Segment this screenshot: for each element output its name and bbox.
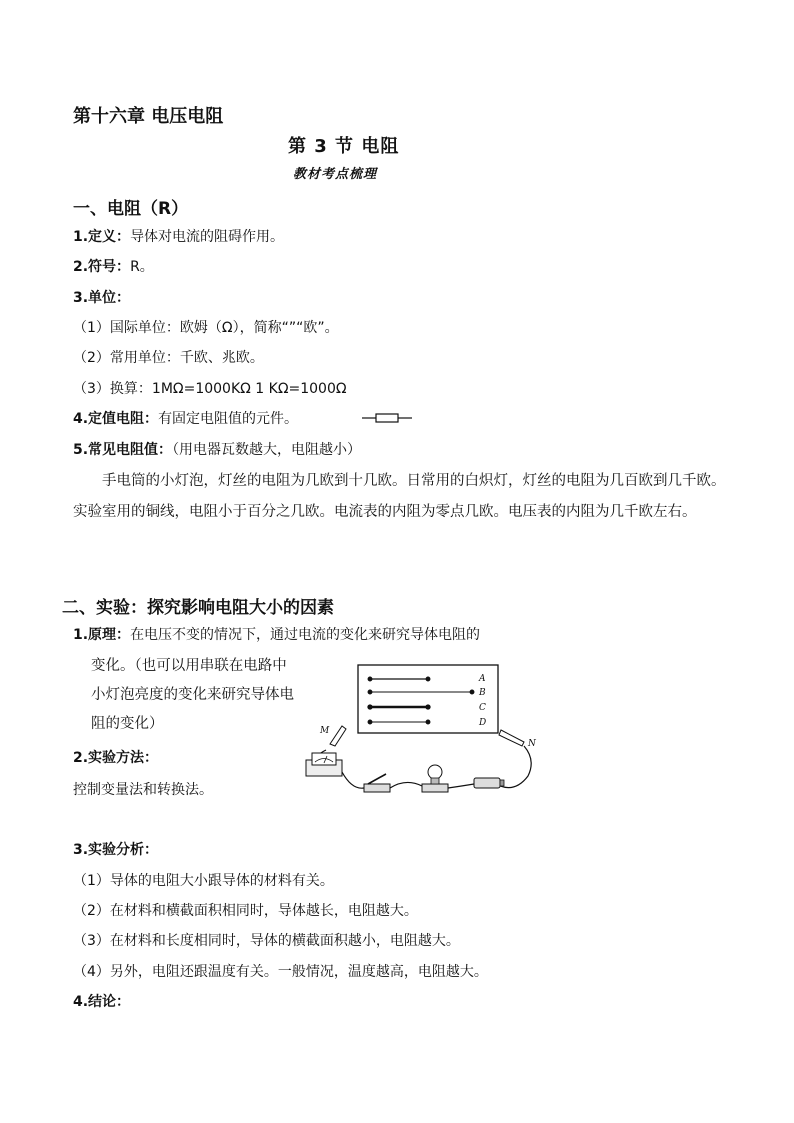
method-line	[73, 748, 158, 768]
principle-label: 1.原理：	[73, 627, 131, 643]
conclusion-label: 4.结论：	[73, 994, 131, 1010]
method-label: 2.实验方法：	[73, 750, 159, 766]
symbol-label: 2.符号：	[73, 259, 131, 275]
principle-continued: 变化。（也可以用串联在电路中小灯泡亮度的变化来研究导体电阻的变化）	[91, 658, 294, 732]
analysis-item: （2）在材料和横截面积相同时，导体越长，电阻越大。	[73, 903, 418, 919]
principle-text: 在电压不变的情况下，通过电流的变化来研究导体电阻的	[130, 627, 481, 643]
fixed-resistor-line	[73, 409, 298, 429]
analysis-item: （3）在材料和长度相同时，导体的横截面积越小，电阻越大。	[73, 933, 460, 949]
analysis-item: （1）导体的电阻大小跟导体的材料有关。	[73, 873, 334, 889]
common-note: （用电器瓦数越大，电阻越小）	[172, 442, 362, 458]
part2-heading: 二、实验：探究影响电阻大小的因素	[62, 598, 334, 618]
switch-icon	[364, 774, 390, 792]
common-values-line	[73, 440, 361, 460]
conclusion-line	[73, 992, 130, 1012]
clip-n-icon	[499, 730, 524, 746]
fixed-label: 4.定值电阻：	[73, 411, 159, 427]
unit-item: （2）常用单位：千欧、兆欧。	[73, 350, 264, 366]
common-values-paragraph: 手电筒的小灯泡，灯丝的电阻为几欧到十几欧。日常用的白炽灯，灯丝的电阻为几百欧到几千欧。实验室用的铜线，电阻小于百分之几欧。电流表的内阻为零点几欧。电压表的内阻为几千欧左右。	[73, 473, 726, 520]
symbol-line	[73, 257, 154, 277]
symbol-text: R。	[130, 259, 154, 275]
section-subtitle: 教材考点梳理	[293, 167, 378, 182]
resistor-symbol-icon	[362, 411, 412, 425]
bulb-icon	[422, 765, 448, 792]
clip-label-m: M	[320, 726, 330, 736]
wire-label: C	[479, 703, 486, 713]
unit-item: （3）换算：1MΩ=1000KΩ 1 KΩ=1000Ω	[73, 381, 347, 397]
wire-label: D	[479, 718, 487, 728]
definition-text: 导体对电流的阻碍作用。	[130, 229, 285, 245]
wire-label: B	[479, 688, 486, 698]
unit-item: （1）国际单位：欧姆（Ω），简称“”“欧”。	[73, 320, 339, 336]
part1-heading: 一、电阻（R）	[73, 199, 189, 219]
experiment-apparatus-figure	[296, 660, 546, 800]
principle-line	[73, 625, 480, 645]
chapter-title: 第十六章 电压电阻	[73, 106, 224, 127]
method-text: 控制变量法和转换法。	[73, 782, 213, 798]
analysis-line	[73, 840, 158, 860]
clip-m-icon	[330, 726, 346, 746]
battery-icon	[474, 778, 504, 788]
common-label: 5.常见电阻值：	[73, 442, 173, 458]
unit-label: 3.单位：	[73, 290, 131, 306]
wire-label: A	[479, 674, 486, 684]
unit-line	[73, 288, 130, 308]
definition-label: 1.定义：	[73, 229, 131, 245]
analysis-label: 3.实验分析：	[73, 842, 159, 858]
definition-line	[73, 227, 284, 247]
clip-label-n: N	[528, 739, 536, 749]
section-title: 第 3 节 电阻	[288, 136, 400, 157]
analysis-item: （4）另外，电阻还跟温度有关。一般情况，温度越高，电阻越大。	[73, 964, 488, 980]
fixed-text: 有固定电阻值的元件。	[158, 411, 299, 427]
ammeter-icon	[306, 753, 342, 776]
